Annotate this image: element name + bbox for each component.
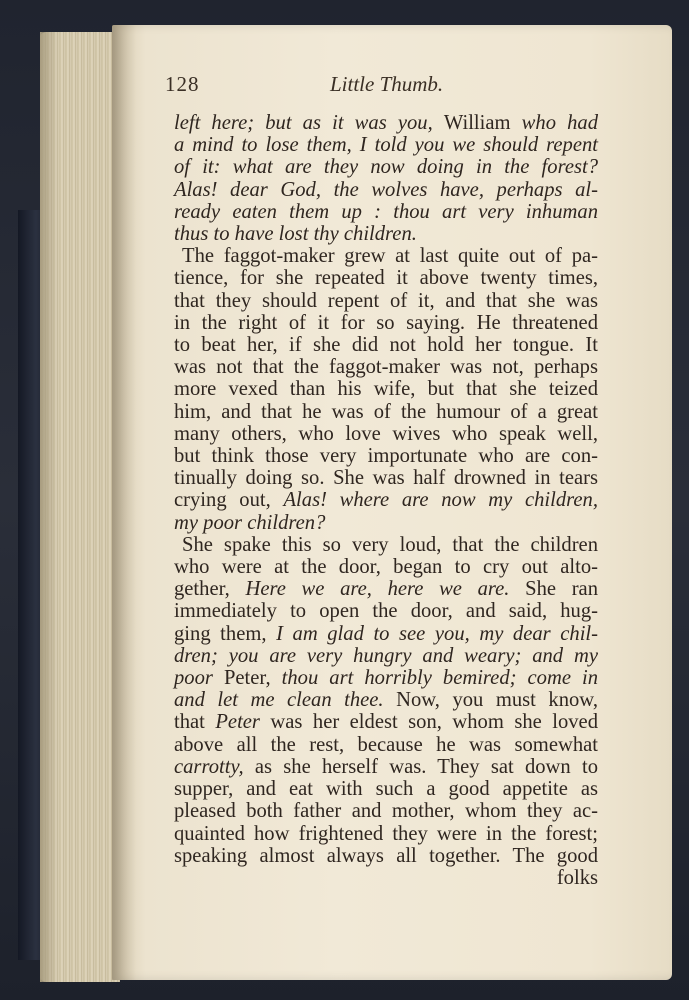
text-segment: speaking almost always all together. The good xyxy=(174,844,598,867)
italic-segment: carrotty, xyxy=(174,755,244,778)
italic-segment: dren; you are very hungry and weary; and my xyxy=(174,644,598,667)
text-line xyxy=(174,578,598,600)
italic-segment: thus to have lost thy children. xyxy=(174,223,417,246)
text-segment: more vexed than his wife, but that she teized xyxy=(174,378,598,401)
text-segment: to beat her, if she did not hold her tongue. It xyxy=(174,334,598,357)
text-line xyxy=(174,623,598,645)
text-line xyxy=(174,267,598,289)
text-line xyxy=(174,512,598,534)
text-segment: Now, you must know, xyxy=(383,689,598,712)
text-segment: tinually doing so. She was half drowned in tears xyxy=(174,467,598,490)
text-line xyxy=(174,823,598,845)
text-line xyxy=(174,245,598,267)
text-line xyxy=(174,845,598,867)
text-line xyxy=(174,600,598,622)
text-segment: was not that the faggot-maker was not, perhaps xyxy=(174,356,598,379)
text-segment: supper, and eat with such a good appetite as xyxy=(174,778,598,801)
text-line xyxy=(174,711,598,733)
text-line xyxy=(174,867,598,889)
italic-segment: thou art horribly bemired; come in xyxy=(281,667,599,690)
text-segment: that xyxy=(174,711,216,734)
italic-segment: I am glad to see you, my dear chil- xyxy=(276,622,598,645)
text-segment: who were at the door, began to cry out alto- xyxy=(174,556,598,579)
text-segment: above all the rest, because he was somewhat xyxy=(174,733,598,756)
text-line xyxy=(174,223,598,245)
text-line xyxy=(174,467,598,489)
italic-segment: my poor children? xyxy=(174,511,326,534)
text-segment: him, and that he was of the humour of a great xyxy=(174,400,598,423)
text-segment: quainted how frightened they were in the forest; xyxy=(174,822,598,845)
text-line xyxy=(174,800,598,822)
text-line xyxy=(174,756,598,778)
text-line xyxy=(174,778,598,800)
text-segment: crying out, xyxy=(174,489,284,512)
text-segment: gether, xyxy=(174,578,246,601)
text-line xyxy=(174,112,598,134)
text-segment: Peter, xyxy=(223,667,282,690)
body-text xyxy=(174,112,598,889)
italic-segment: of it: what are they now doing in the forest? xyxy=(174,156,598,179)
text-segment: The faggot-maker grew at last quite out of pa- xyxy=(182,245,598,268)
page-header xyxy=(165,72,600,102)
italic-segment: Alas! where are now my children, xyxy=(283,489,598,512)
text-line xyxy=(174,645,598,667)
text-segment: but think those very importunate who are con- xyxy=(174,445,598,468)
italic-segment: left here; but as it was you, xyxy=(174,112,444,134)
italic-segment: and let me clean thee. xyxy=(174,689,384,712)
text-segment: William xyxy=(443,112,522,134)
text-line xyxy=(174,201,598,223)
text-line xyxy=(174,334,598,356)
text-line xyxy=(174,134,598,156)
text-line xyxy=(174,378,598,400)
text-line xyxy=(174,445,598,467)
text-segment: folks xyxy=(556,866,598,889)
page-number: 128 xyxy=(165,72,200,96)
text-line xyxy=(174,312,598,334)
text-line xyxy=(174,156,598,178)
text-segment: was her eldest son, whom she loved xyxy=(259,711,598,734)
text-line xyxy=(174,423,598,445)
text-line xyxy=(174,489,598,511)
text-segment: pleased both father and mother, whom they ac- xyxy=(174,800,598,823)
italic-segment: who had xyxy=(521,112,599,134)
text-segment: that they should repent of it, and that she was xyxy=(174,289,598,312)
italic-segment: Alas! dear God, the wolves have, perhaps al- xyxy=(174,178,598,201)
running-title: Little Thumb. xyxy=(330,72,444,96)
italic-segment: ready eaten them up : thou art very inhuman xyxy=(174,200,598,223)
text-line xyxy=(174,534,598,556)
text-segment: immediately to open the door, and said, hug- xyxy=(174,600,598,623)
page-edges xyxy=(40,32,120,982)
text-segment: She ran xyxy=(509,578,598,601)
text-line xyxy=(174,356,598,378)
text-line xyxy=(174,689,598,711)
italic-segment: a mind to lose them, I told you we should repent xyxy=(174,134,598,157)
italic-segment: Peter xyxy=(215,711,260,734)
text-line xyxy=(174,734,598,756)
italic-segment: Here we are, here we are. xyxy=(245,578,510,601)
text-segment: She spake this so very loud, that the children xyxy=(182,533,598,556)
text-line xyxy=(174,401,598,423)
text-line xyxy=(174,556,598,578)
text-segment: as she herself was. They sat down to xyxy=(243,755,598,778)
gutter-shadow xyxy=(112,25,136,980)
text-line xyxy=(174,179,598,201)
text-segment: tience, for she repeated it above twenty times, xyxy=(174,267,598,290)
text-line xyxy=(174,667,598,689)
text-segment: ging them, xyxy=(174,622,277,645)
text-line xyxy=(174,290,598,312)
italic-segment: poor xyxy=(174,667,224,690)
text-segment: many others, who love wives who speak well, xyxy=(174,422,598,445)
text-segment: in the right of it for so saying. He threatened xyxy=(174,311,598,334)
